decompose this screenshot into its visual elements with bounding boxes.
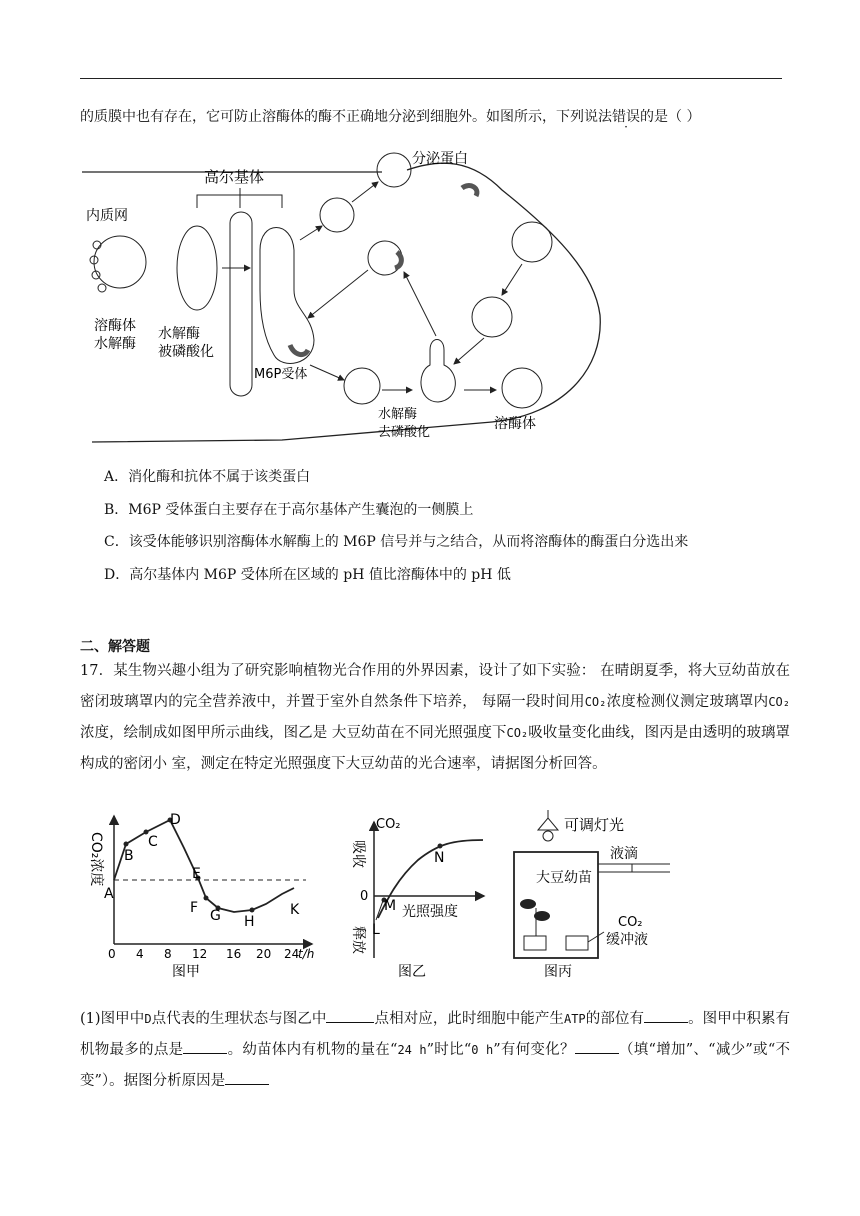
question-17-text: 17．某生物兴趣小组为了研究影响植物光合作用的外界因素，设计了如下实验： 在晴朗夏季，将大豆幼苗放在密闭玻璃罩内的完全营养液中，并置于室外自然条件下培养， 每隔一段时间用CO₂浓度检测仪测定玻璃罩内CO₂浓度，绘制成如图甲所示曲线，图乙是 大豆幼苗在不同光照强度下CO₂吸收量变化曲线，图丙是由透明的玻璃罩构成的密闭小 室，测定在特定光照强度下大豆幼苗的光合速率，请据图分析回答。 [80,663,791,772]
section-title: 二、解答题 [80,639,150,655]
blank-5[interactable] [225,1070,269,1085]
answer-bracket: 的是（ ） [640,109,701,125]
blank-3[interactable] [183,1039,227,1054]
blank-4[interactable] [575,1039,619,1054]
buffer-label-2: 缓冲液 [606,932,648,948]
yi-ylabel-top: 吸收 [350,840,366,868]
point-a: A [104,886,114,902]
intro-text: 的质膜中也有存在，它可防止溶酶体的酶不正确地分泌到细胞外。如图所示，下列说法 [80,109,612,125]
phosphorylation-label-1: 水解酶 [158,326,200,342]
m6p-receptor-label: M6P受体 [254,367,308,382]
figure-jia [84,808,320,982]
droplet-label: 液滴 [610,846,638,862]
point-h: H [244,914,255,930]
buffer-label-1: CO₂ [618,915,643,930]
figure-bing [510,808,682,982]
phosphorylation-label-2: 被磷酸化 [158,344,214,360]
caption-bing: 图丙 [544,964,572,980]
caption-yi: 图乙 [398,964,426,980]
x-unit: t/h [298,947,315,961]
tick-0: 0 [108,947,116,961]
point-e: E [192,866,201,882]
point-l: L [372,922,380,938]
yi-ylabel-bottom: 释放 [350,926,366,954]
option-b: B．M6P 受体蛋白主要存在于高尔基体产生囊泡的一侧膜上 [104,502,474,518]
point-n: N [434,850,445,866]
point-f: F [190,900,199,916]
dephosphorylation-label-1: 水解酶 [378,407,418,422]
golgi-label: 高尔基体 [204,168,265,186]
point-b: B [124,848,134,864]
tick-16: 16 [226,947,242,961]
emphasis-word: 错误 [612,109,640,125]
tick-24: 24 [284,947,300,961]
lysosomal-hydrolase-label-1: 溶酶体 [94,318,136,334]
sub-question-1: (1)图甲中D点代表的生理状态与图乙中 点相对应，此时细胞中能产生ATP的部位有 。图甲中积累有机物最多的点是 。幼苗体内有机物的量在“24 h”时比“0 h”有何变化？ （填“增加”、“减少”或“不变”）。据图分析原因是 [80,1004,790,1097]
fig-jia-ylabel: CO₂浓度 [88,832,104,887]
plant-label-1: 大豆幼苗 [536,870,592,886]
point-m: M [384,898,397,914]
option-a: A．消化酶和抗体不属于该类蛋白 [104,469,311,485]
point-d: D [170,812,181,828]
tick-4: 4 [136,947,144,961]
blank-1[interactable] [326,1008,374,1023]
option-d: D．高尔基体内 M6P 受体所在区域的 pH 值比溶酶体中的 pH 低 [104,567,511,583]
figure-yi [338,808,488,982]
lysosome-label: 溶酶体 [494,416,536,432]
yi-zero: 0 [360,889,369,904]
m6p-diagram [82,140,622,445]
secreted-protein-label: 分泌蛋白 [412,151,468,167]
er-label: 内质网 [86,208,128,224]
option-c: C．该受体能够识别溶酶体水解酶上的 M6P 信号并与之结合，从而将溶酶体的酶蛋白分选出来 [104,534,689,550]
caption-jia: 图甲 [172,964,200,980]
point-k: K [290,902,300,918]
tick-12: 12 [192,947,208,961]
header-rule [80,78,782,79]
intro-line [80,106,700,126]
point-c: C [148,834,158,850]
yi-co2: CO₂ [376,817,401,832]
tick-20: 20 [256,947,272,961]
lysosomal-hydrolase-label-2: 水解酶 [94,336,136,352]
lamp-label: 可调灯光 [564,816,625,834]
tick-8: 8 [164,947,172,961]
blank-2[interactable] [644,1008,688,1023]
dephosphorylation-label-2: 去磷酸化 [378,425,431,440]
yi-xlabel: 光照强度 [402,904,458,920]
point-g: G [210,908,221,924]
